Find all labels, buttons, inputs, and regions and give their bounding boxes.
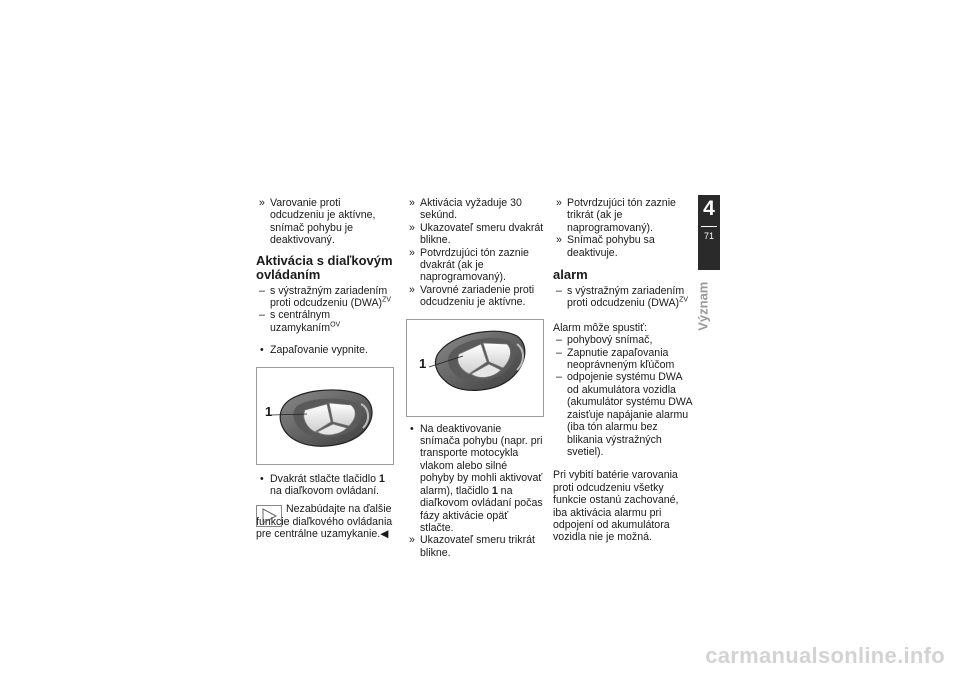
step-bullet: • Dvakrát stlačte tlačidlo 1 na diaľkovom ovládaní. [260,472,385,498]
result-item: » Ukazovateľ smeru trikrát blikne. [409,534,535,559]
chapter-tab [698,195,720,270]
battery-note: Pri vybití batérie varovania proti odcudzeniu všetky funkcie ostanú zachované, iba aktivácia alarmu pri odpojení od akumulátora vozidla nie je možná. [553,469,679,544]
section-heading-activation: Aktivácia s diaľkovým ovládaním [256,252,393,282]
result-item: » Potvrdzujúci tón zaznie trikrát (ak je naprogramovaný). [556,197,676,234]
figure-callout-1: 1 [419,355,427,371]
result-item: » Snímač pohybu sa deaktivuje. [556,234,655,259]
step-bullet: • Na deaktivovanie snímača pohybu (napr. pri transporte motocykla vlakom alebo silné pohyby by mohli aktivovať alarm), tlačidlo 1 na diaľkovom ovládaní počas fázy aktivácie opäť stlačte. [410,422,543,534]
dash-item: – Zapnutie zapaľovania neoprávneným kľúčom [556,346,675,372]
key-fob-illustration [257,368,393,464]
figure-callout-1: 1 [265,403,273,419]
note-box: Nezabúdajte na ďalšie funkcie diaľkového ovládania pre centrálne uzamykanie.◀ [256,503,393,541]
dash-item: – odpojenie systému DWA od akumulátora vozidla (akumulátor systému DWA zaisťuje napájanie alarmu (iba tón alarmu bez blikania výstražných svetiel). [556,371,692,458]
result-item: » Ukazovateľ smeru dvakrát blikne. [409,221,544,247]
section-heading-alarm: alarm [553,267,588,283]
dash-item: – s výstražným zariadením proti odcudzeniu (DWA)$^{ZV}$ [259,284,392,310]
result-item: » Varovné zariadenie proti odcudzeniu je aktívne. [409,283,535,309]
step-bullet: • Zapaľovanie vypnite. [260,344,368,357]
chapter-number: 4 [703,197,715,220]
end-marker-icon: ◀ [380,528,389,541]
dash-item: – s centrálnym uzamykaním$^{OV}$ [259,309,341,334]
key-fob-figure [406,319,544,417]
dash-item: – s výstražným zariadením proti odcudzeniu (DWA)$^{ZV}$ [556,285,689,310]
key-fob-figure [256,367,394,465]
trigger-intro: Alarm môže spustiť: [553,321,648,334]
column-1 [256,197,394,541]
key-fob-illustration [407,320,543,416]
note-triangle-icon [256,505,282,527]
column-3 [553,197,693,544]
result-item: » Aktivácia vyžaduje 30 sekúnd. [409,197,522,222]
dash-item: – pohybový snímač, [556,334,653,347]
result-item: » Potvrdzujúci tón zaznie dvakrát (ak je naprogramovaný). [409,246,529,284]
page-number: 71 [703,231,714,241]
result-item: » Varovanie proti odcudzeniu je aktívne, snímač pohybu je deaktivovaný. [259,197,376,247]
watermark: carmanualsonline.info [705,643,945,668]
section-side-label: Význam [695,281,711,331]
column-2 [406,197,544,559]
